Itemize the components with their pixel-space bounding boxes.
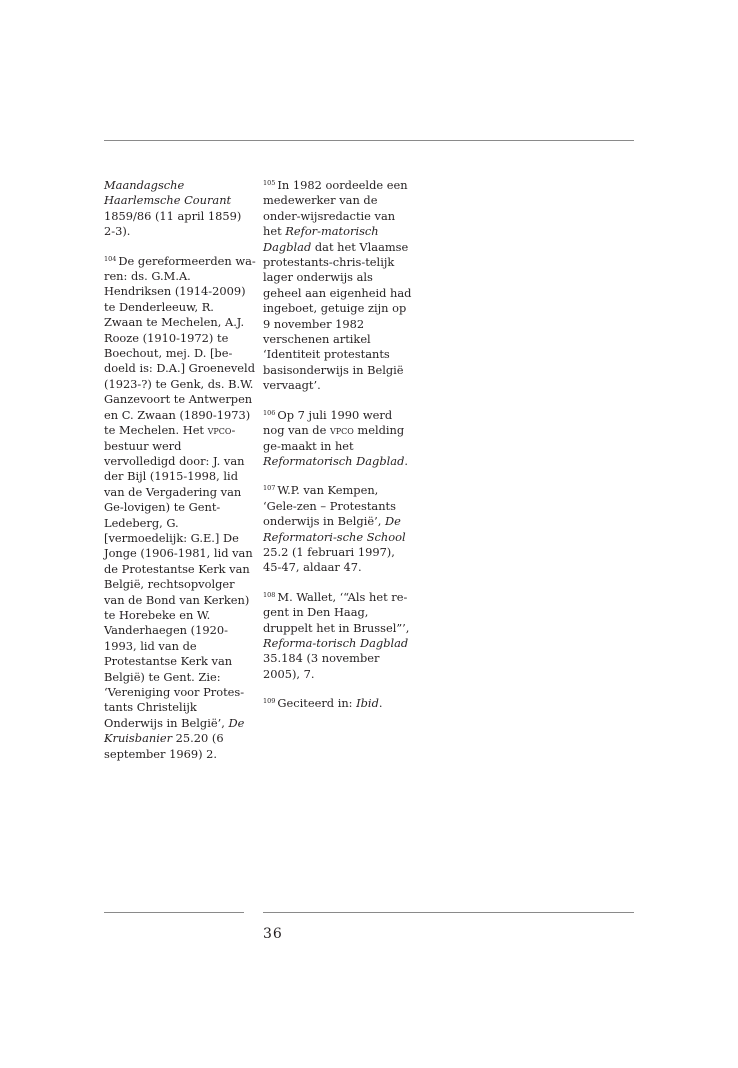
footnotes-left-column — [104, 178, 256, 776]
footnote-108-number: 108 — [263, 590, 276, 599]
footnote-106-text-3: . — [404, 453, 408, 468]
footnote-106-text-1: Op 7 juli 1990 werd nog van de — [263, 407, 393, 438]
footnote-103-text: 1859/86 (11 april 1859) 2-3). — [104, 208, 242, 239]
footnote-109-number: 109 — [263, 697, 276, 706]
footnote-106-acronym: vpco — [329, 423, 354, 438]
footnote-105-text-1: In 1982 oordeelde een medewerker van de onder-wijsredactie van het — [263, 178, 408, 239]
bottom-divider-right — [263, 912, 634, 913]
footnote-106-source-title: Reformatorisch Dagblad — [263, 453, 405, 468]
footnote-104 — [104, 254, 256, 762]
footnote-105 — [263, 178, 413, 394]
footnote-104-text-1: De gereformeerden wa-ren: ds. G.M.A. Hendriksen (1914-2009) te Denderleeuw, R. Zwaan te Mechelen, A.J. Rooze (1910-1972) te Boechout, mej. D. [be-doeld is: D.A.] Groeneveld (1923-?) te Genk, ds. B.W. Ganzevoort te Antwerpen en C. Zwaan (1890-1973) te Mechelen. Het — [104, 253, 256, 438]
footnote-109-text-2: . — [378, 696, 383, 711]
footnote-103-title: Maandagsche Haarlemsche Courant — [104, 178, 232, 208]
footnote-106-text-2: melding ge-maakt in het — [263, 423, 405, 453]
footnote-106 — [263, 408, 413, 470]
footnote-107-text-1: W.P. van Kempen, ‘Gele-zen – Protestants onderwijs in België’, — [263, 483, 396, 529]
footnote-104-text-3: 25.20 (6 september 1969) 2. — [104, 731, 224, 761]
footnotes-right-column — [263, 178, 413, 726]
footnote-109 — [263, 696, 413, 711]
footnote-108 — [263, 590, 413, 682]
footnote-107-text-2: 25.2 (1 februari 1997), 45-47, aldaar 47. — [263, 544, 395, 575]
footnote-108-text-1: M. Wallet, ‘“Als het re-gent in Den Haag, druppelt het in Brussel”’, — [263, 589, 410, 635]
footnote-103-continuation — [104, 178, 256, 240]
footnote-109-text-1: Geciteerd in: — [277, 696, 357, 711]
footnote-107 — [263, 483, 413, 575]
page-number: 36 — [263, 926, 283, 942]
footnote-107-source-title: De Reformatori-sche School — [263, 514, 406, 544]
footnote-105-number: 105 — [263, 179, 276, 187]
footnote-108-source-title: Reforma-torisch Dagblad — [263, 635, 409, 650]
footnote-104-source-title: De Kruisbanier — [104, 715, 245, 746]
bottom-divider-left — [104, 912, 244, 913]
footnote-105-source-title: Refor-matorisch Dagblad — [263, 224, 379, 254]
footnote-105-text-2: dat het Vlaamse protestants-chris-telijk lager onderwijs als geheel aan eigenheid had ingeboet, getuige zijn op 9 november 1982 verschenen artikel ‘Identiteit protestants basisonderwijs in België vervaagt’. — [263, 239, 412, 393]
footnote-109-source-title: Ibid — [356, 696, 379, 711]
footnote-104-acronym: vpco — [207, 423, 232, 438]
top-divider — [104, 140, 634, 141]
footnote-106-number: 106 — [263, 408, 276, 417]
footnote-108-text-2: 35.184 (3 november 2005), 7. — [263, 651, 380, 681]
footnote-104-number: 104 — [104, 254, 117, 263]
footnote-107-number: 107 — [263, 484, 276, 493]
footnote-104-text-2: -bestuur werd vervolledigd door: J. van der Bijl (1915-1998, lid van de Vergadering van Ge-lovigen) te Gent-Ledeberg, G. [vermoedelijk: G.E.] De Jonge (1906-1981, lid van de Protestantse Kerk van België, rechtsopvolger van de Bond van Kerken) te Horebeke en W. Vanderhaegen (1920-1993, lid van de Protestantse Kerk van België) te Gent. Zie: ‘Vereniging voor Protes-tants Christelijk Onderwijs in België’, — [104, 423, 253, 730]
